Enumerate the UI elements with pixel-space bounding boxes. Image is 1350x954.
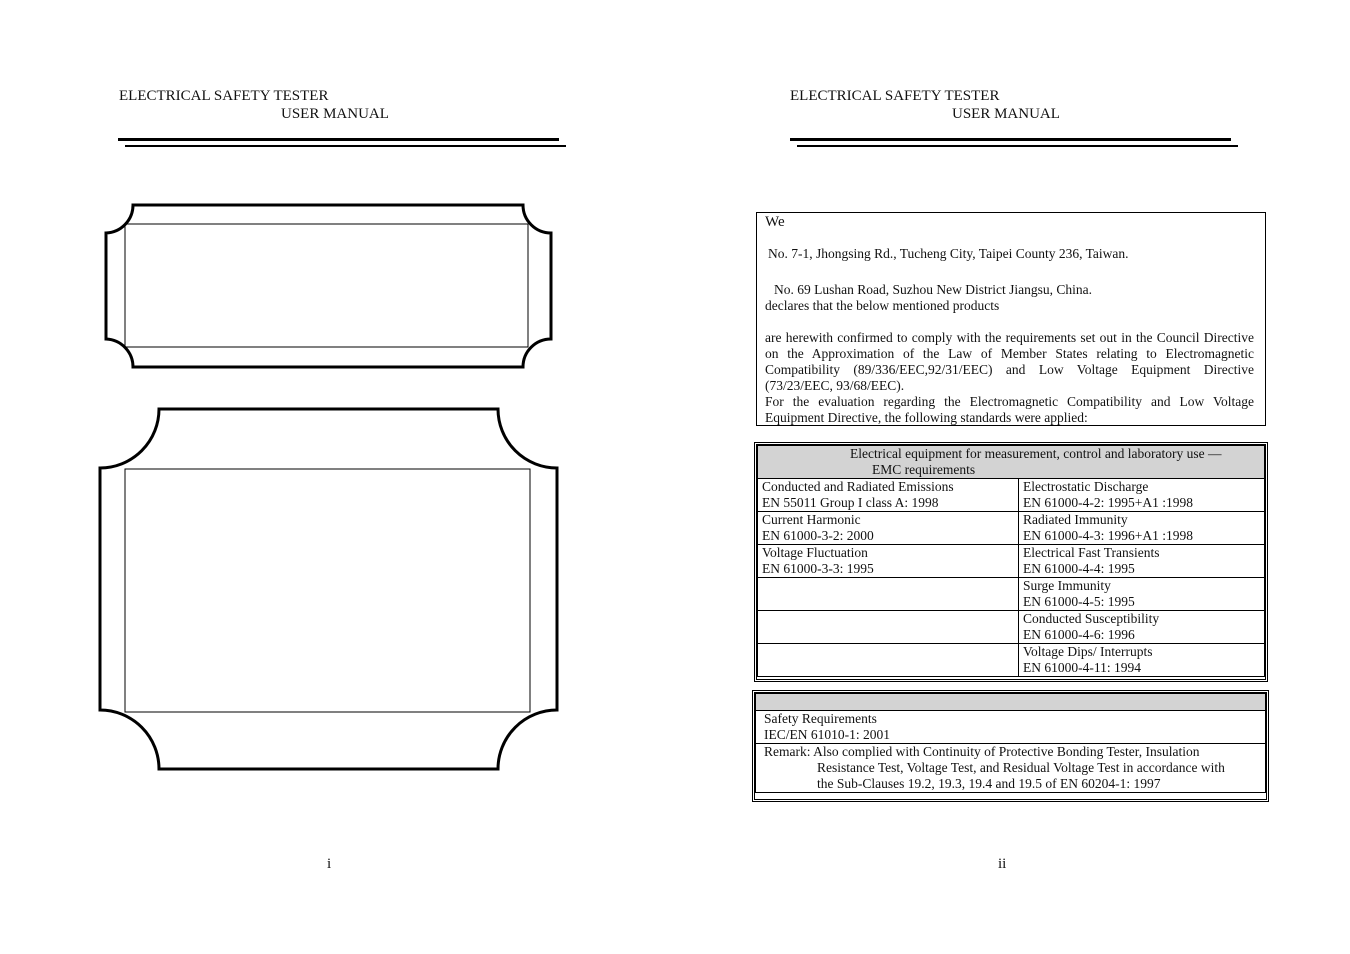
emc-heading-line1: Electrical equipment for measurement, control and laboratory use — bbox=[850, 446, 1222, 461]
right-header-rule-top bbox=[790, 138, 1231, 141]
left-header-subtitle: USER MANUAL bbox=[281, 106, 389, 122]
right-page-number: ii bbox=[998, 856, 1007, 872]
standard-name: Surge Immunity bbox=[1023, 578, 1111, 593]
standard-name: Current Harmonic bbox=[762, 512, 861, 527]
right-header-title: ELECTRICAL SAFETY TESTER bbox=[790, 88, 1000, 104]
table-row bbox=[758, 644, 1265, 677]
declaration-address-taiwan: No. 7-1, Jhongsing Rd., Tucheng City, Taipei County 236, Taiwan. bbox=[768, 246, 1129, 261]
standard-name: Voltage Fluctuation bbox=[762, 545, 868, 560]
emc-cell-right bbox=[1019, 479, 1265, 512]
emc-cell-right bbox=[1019, 545, 1265, 578]
safety-remark-line3: the Sub-Clauses 19.2, 19.3, 19.4 and 19.5 of EN 60204-1: 1997 bbox=[817, 776, 1161, 791]
safety-remark-line2: Resistance Test, Voltage Test, and Residual Voltage Test in accordance with bbox=[817, 760, 1225, 775]
declaration-address-china: No. 69 Lushan Road, Suzhou New District Jiangsu, China. bbox=[774, 282, 1092, 297]
declaration-we: We bbox=[765, 214, 785, 230]
standard-code: EN 61000-3-2: 2000 bbox=[762, 528, 874, 543]
safety-standards-table bbox=[752, 690, 1269, 802]
right-header-subtitle: USER MANUAL bbox=[952, 106, 1060, 122]
standard-code: EN 61000-4-6: 1996 bbox=[1023, 627, 1135, 642]
standard-code: EN 61000-4-11: 1994 bbox=[1023, 660, 1141, 675]
safety-remark-line1: Remark: Also complied with Continuity of Protective Bonding Tester, Insulation bbox=[764, 744, 1200, 759]
emc-cell-left bbox=[758, 644, 1019, 677]
right-header-rule-bottom bbox=[797, 145, 1238, 147]
emc-cell-left bbox=[758, 578, 1019, 611]
safety-requirement-cell bbox=[756, 711, 1266, 744]
emc-cell-right bbox=[1019, 578, 1265, 611]
table-row bbox=[756, 711, 1266, 744]
safety-table-heading bbox=[756, 694, 1266, 711]
emc-cell-right bbox=[1019, 611, 1265, 644]
standard-code: EN 55011 Group I class A: 1998 bbox=[762, 495, 939, 510]
safety-requirement-name: Safety Requirements bbox=[764, 711, 877, 726]
emc-cell-left bbox=[758, 611, 1019, 644]
emc-cell-left bbox=[758, 479, 1019, 512]
table-row bbox=[758, 512, 1265, 545]
safety-requirement-standard: IEC/EN 61010-1: 2001 bbox=[764, 727, 890, 742]
declaration-declares: declares that the below mentioned products bbox=[765, 298, 1000, 313]
emc-cell-right bbox=[1019, 512, 1265, 545]
standard-name: Conducted Susceptibility bbox=[1023, 611, 1160, 626]
standard-code: EN 61000-3-3: 1995 bbox=[762, 561, 874, 576]
emc-cell-left bbox=[758, 512, 1019, 545]
left-header-title: ELECTRICAL SAFETY TESTER bbox=[119, 88, 329, 104]
declaration-box bbox=[756, 212, 1266, 426]
declaration-compliance-paragraph: are herewith confirmed to comply with the requirements set out in the Council Directive on the Approximation of the Law of Member States relating to Electromagnetic Compatibility (89/336/EEC,92/31/EEC) and Low Voltage Equipment Directive (73/23/EEC, 93/68/EEC). bbox=[765, 330, 1254, 393]
emc-cell-left bbox=[758, 545, 1019, 578]
declaration-standards-paragraph: For the evaluation regarding the Electromagnetic Compatibility and Low Voltage Equipment Directive, the following standards were applied: bbox=[765, 394, 1254, 425]
standard-name: Radiated Immunity bbox=[1023, 512, 1128, 527]
standard-code: EN 61000-4-5: 1995 bbox=[1023, 594, 1135, 609]
table-row bbox=[758, 611, 1265, 644]
standard-code: EN 61000-4-4: 1995 bbox=[1023, 561, 1135, 576]
table-row bbox=[758, 578, 1265, 611]
table-row bbox=[756, 744, 1266, 793]
standard-code: EN 61000-4-2: 1995+A1 :1998 bbox=[1023, 495, 1193, 510]
standard-name: Electrical Fast Transients bbox=[1023, 545, 1160, 560]
table-row bbox=[758, 479, 1265, 512]
left-page-number: i bbox=[327, 856, 332, 872]
emc-cell-right bbox=[1019, 644, 1265, 677]
standard-name: Conducted and Radiated Emissions bbox=[762, 479, 954, 494]
standard-code: EN 61000-4-3: 1996+A1 :1998 bbox=[1023, 528, 1193, 543]
emc-table-heading bbox=[758, 446, 1265, 479]
table-row bbox=[758, 545, 1265, 578]
safety-remark-cell bbox=[756, 744, 1266, 793]
emc-standards-table bbox=[754, 442, 1268, 682]
standard-name: Electrostatic Discharge bbox=[1023, 479, 1149, 494]
emc-heading-line2: EMC requirements bbox=[872, 462, 976, 477]
standard-name: Voltage Dips/ Interrupts bbox=[1023, 644, 1153, 659]
